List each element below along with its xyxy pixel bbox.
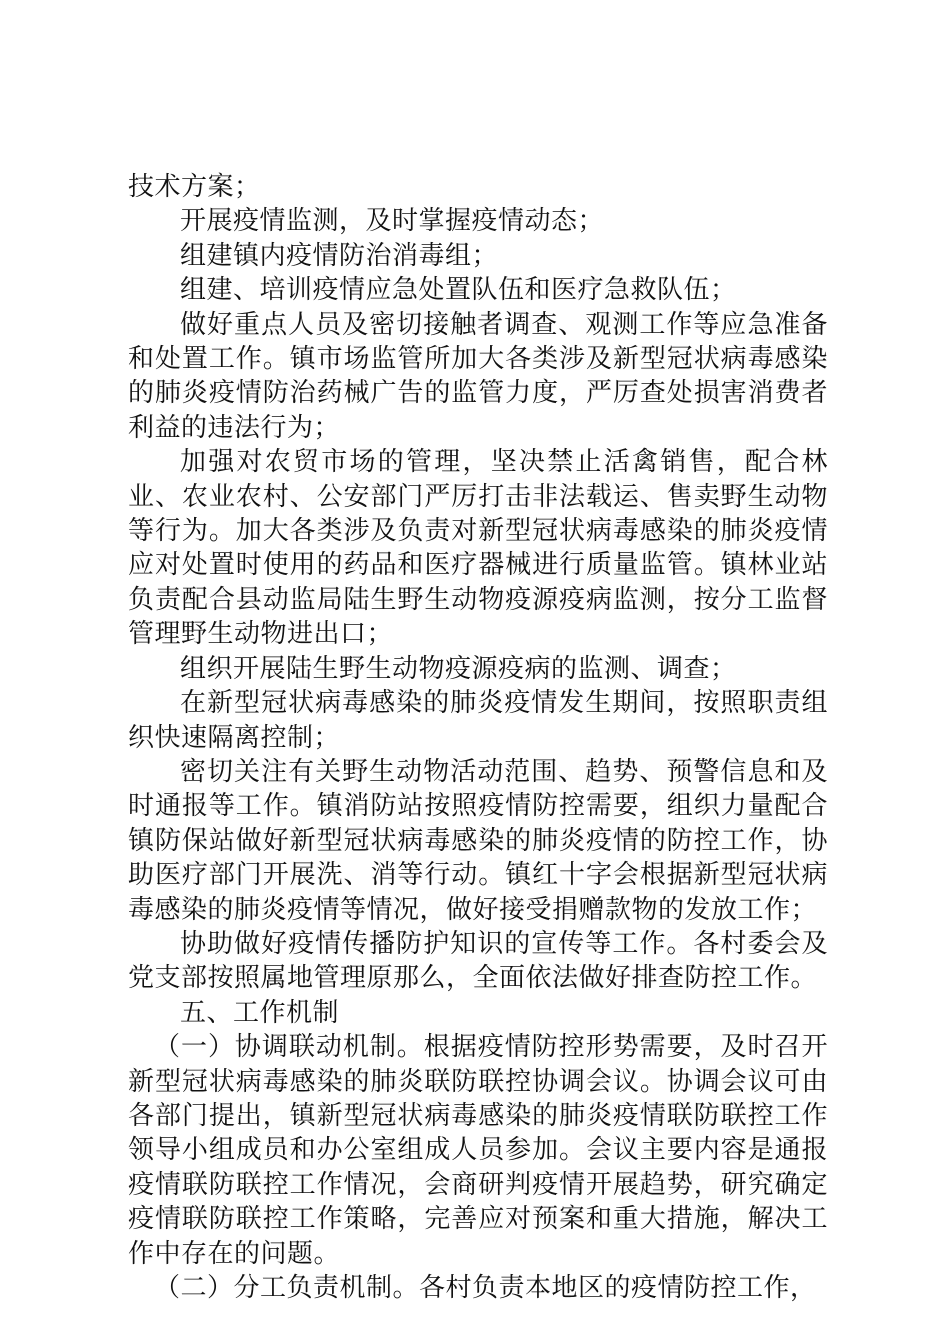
paragraph-monitoring: 开展疫情监测，及时掌握疫情动态； — [180, 206, 605, 237]
paragraph-wildlife-monitoring: 组织开展陆生野生动物疫源疫病的监测、调查； — [180, 653, 737, 684]
paragraph-publicity: 协助做好疫情传播防护知识的宣传等工作。各村委会及党支部按照属地管理原那么，全面依法做好排查防控工作。 — [128, 928, 828, 994]
paragraph-responsibility-mechanism: （二）分工负责机制。各村负责本地区的疫情防控工作， — [154, 1273, 817, 1303]
paragraph-emergency-teams: 组建、培训疫情应急处置队伍和医疗急救队伍； — [180, 275, 737, 306]
document-body — [128, 170, 828, 1305]
paragraph-disinfection-team: 组建镇内疫情防治消毒组； — [180, 240, 499, 271]
paragraph-key-persons: 做好重点人员及密切接触者调查、观测工作等应急准备和处置工作。镇市场监管所加大各类涉及新型冠状病毒感染的肺炎疫情防治药械广告的监管力度，严厉查处损害消费者利益的违法行为； — [128, 309, 828, 443]
paragraph-coordination-mechanism: （一）协调联动机制。根据疫情防控形势需要，及时召开新型冠状病毒感染的肺炎联防联控协调会议。协调会议可由各部门提出，镇新型冠状病毒感染的肺炎疫情联防联控工作领导小组成员和办公室组成人员参加。会议主要内容是通报疫情联防联控工作情况，会商研判疫情开展趋势，研究确定疫情联防联控工作策略，完善应对预案和重大措施，解决工作中存在的问题。 — [128, 1032, 828, 1269]
paragraph-market-management: 加强对农贸市场的管理，坚决禁止活禽销售，配合林业、农业农村、公安部门严厉打击非法载运、售卖野生动物等行为。加大各类涉及负责对新型冠状病毒感染的肺炎疫情应对处置时使用的药品和医疗器械进行质量监管。镇林业站负责配合县动监局陆生野生动物疫源疫病监测，按分工监督管理野生动物进出口； — [128, 447, 828, 650]
section-heading-work-mechanism: 五、工作机制 — [180, 997, 340, 1028]
paragraph-wildlife-alerts: 密切关注有关野生动物活动范围、趋势、预警信息和及时通报等工作。镇消防站按照疫情防控需要，组织力量配合镇防保站做好新型冠状病毒感染的肺炎疫情的防控工作，协助医疗部门开展洗、消等行动。镇红十字会根据新型冠状病毒感染的肺炎疫情等情况，做好接受捐赠款物的发放工作； — [128, 756, 828, 925]
paragraph-technical-plan-end: 技术方案； — [128, 172, 261, 202]
paragraph-isolation-control: 在新型冠状病毒感染的肺炎疫情发生期间，按照职责组织快速隔离控制； — [128, 688, 828, 753]
